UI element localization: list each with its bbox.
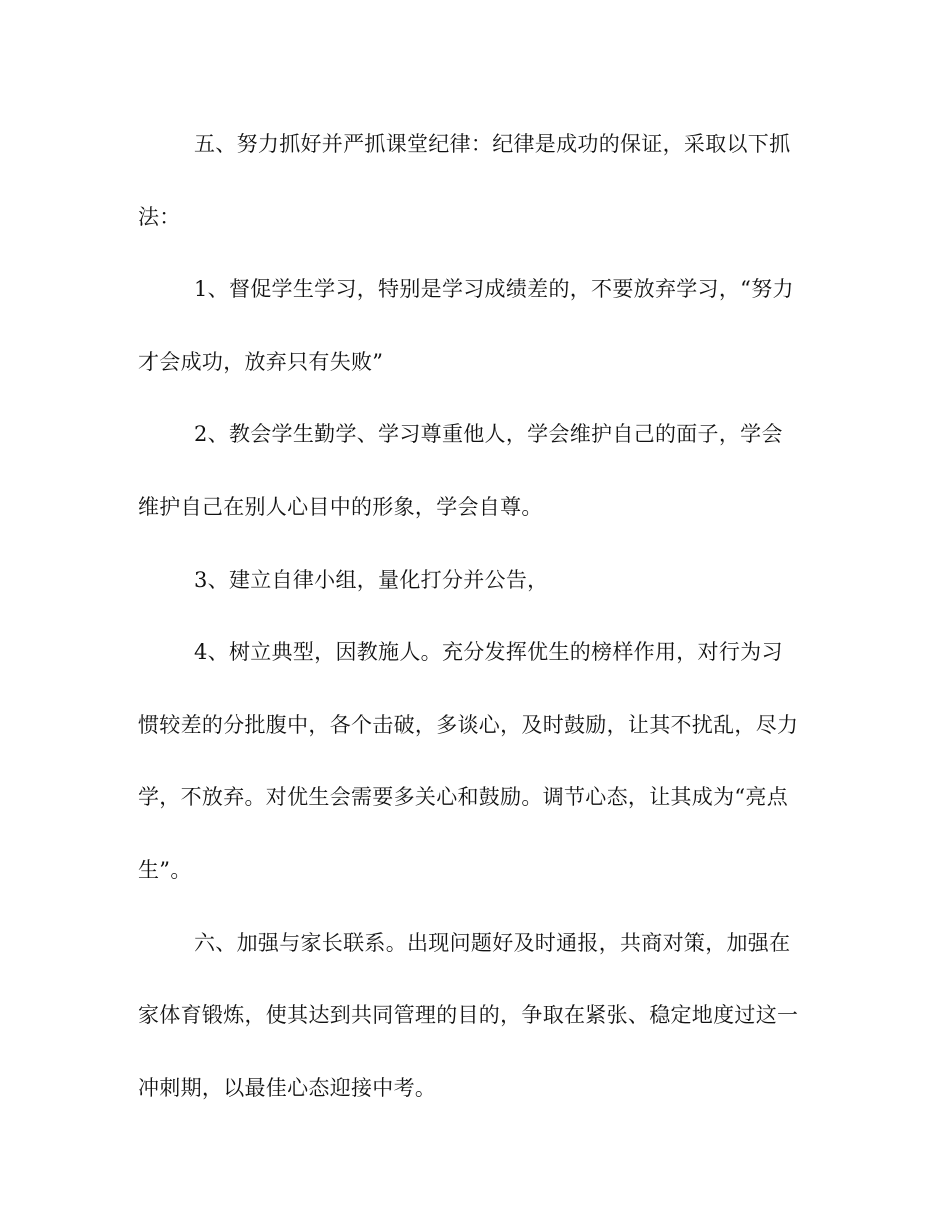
section-6-line-3: 冲刺期，以最佳心态迎接中考。 (138, 1075, 437, 1100)
item-1-line-1: 1、督促学生学习，特别是学习成绩差的，不要放弃学习，“努力 (194, 277, 794, 302)
item-2-line-1: 2、教会学生勤学、学习尊重他人，学会维护自己的面子，学会 (194, 422, 783, 447)
section-6-line-2: 家体育锻炼，使其达到共同管理的目的，争取在紧张、稳定地度过这一 (138, 1003, 799, 1028)
item-4-line-2: 惯较差的分批腹中，各个击破，多谈心，及时鼓励，让其不扰乱，尽力 (138, 712, 799, 737)
item-2-line-2: 维护自己在别人心目中的形象，学会自尊。 (138, 494, 543, 519)
item-1-line-2: 才会成功，放弃只有失败” (138, 349, 384, 374)
item-3-line-1: 3、建立自律小组，量化打分并公告， (194, 567, 549, 592)
section-5-heading-line-2: 法： (138, 204, 181, 229)
section-6-line-1: 六、加强与家长联系。出现问题好及时通报，共商对策，加强在 (194, 930, 791, 955)
section-5-heading-line-1: 五、努力抓好并严抓课堂纪律：纪律是成功的保证，采取以下抓 (194, 132, 791, 156)
item-4-line-4: 生”。 (138, 857, 192, 882)
document-body (138, 126, 814, 1142)
item-4-line-1: 4、树立典型，因教施人。充分发挥优生的榜样作用，对行为习 (194, 640, 783, 665)
item-4-line-3: 学，不放弃。对优生会需要多关心和鼓励。调节心态，让其成为“亮点 (138, 785, 789, 810)
